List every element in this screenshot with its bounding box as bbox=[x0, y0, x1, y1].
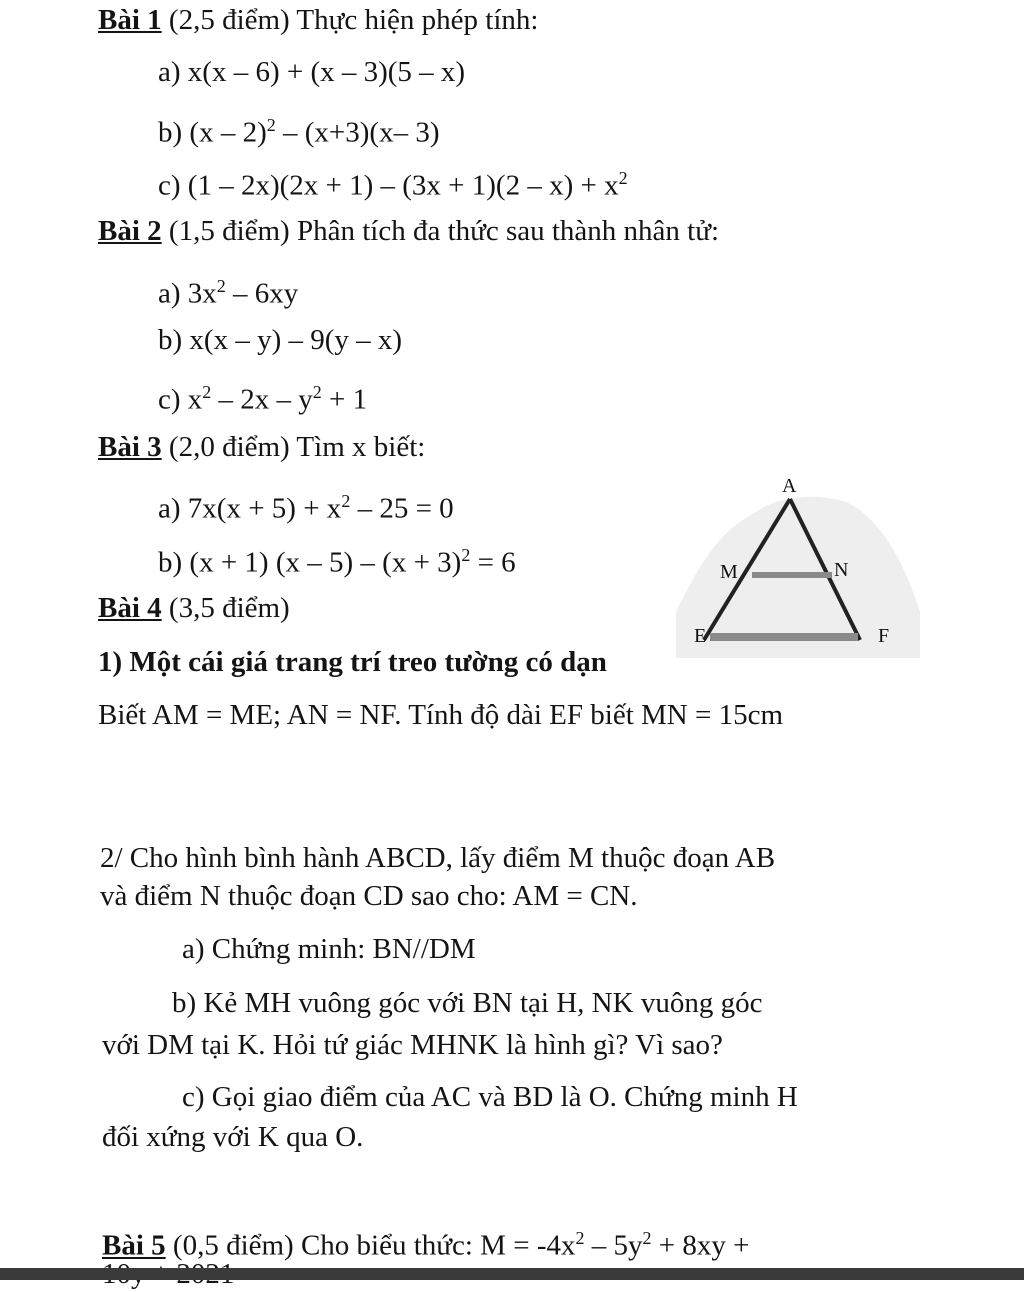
expression-part: (x + 1) (x – 5) – (x + 3) bbox=[189, 546, 462, 579]
item-prefix: b) bbox=[158, 546, 190, 579]
b2-item-a bbox=[158, 268, 298, 312]
exponent: 2 bbox=[461, 545, 471, 565]
expression-part: – 6xy bbox=[225, 277, 299, 310]
b1-item-a bbox=[158, 54, 465, 90]
b4-part2-b-line2: với DM tại K. Hỏi tứ giác MHNK là hình gì? Vì sao? bbox=[102, 1029, 723, 1061]
b5-text: (0,5 điểm) Cho biểu thức: M = -4x bbox=[165, 1229, 576, 1262]
expression-part: + 8xy + bbox=[651, 1229, 750, 1262]
b3-item-b bbox=[158, 537, 516, 581]
b3-item-a bbox=[158, 483, 454, 527]
b3-heading-text: (2,0 điểm) Tìm x biết: bbox=[161, 431, 426, 463]
b1-heading bbox=[98, 2, 538, 38]
label-n: N bbox=[834, 559, 849, 581]
expression-part: 3x bbox=[187, 277, 217, 310]
expression-part: – (x+3)(x– 3) bbox=[275, 116, 440, 149]
label-a: A bbox=[782, 475, 797, 497]
expression: x(x – 6) + (x – 3)(5 – x) bbox=[187, 56, 466, 88]
exponent: 2 bbox=[266, 115, 276, 135]
exponent: 2 bbox=[202, 382, 212, 402]
label-e: E bbox=[694, 625, 707, 647]
item-prefix: b) bbox=[158, 116, 190, 149]
b2-title: Bài 2 bbox=[98, 215, 162, 247]
expression-part: x bbox=[187, 383, 203, 416]
b4-part2-line1: 2/ Cho hình bình hành ABCD, lấy điểm M thuộc đoạn AB bbox=[100, 842, 776, 874]
b4-title: Bài 4 bbox=[98, 592, 162, 624]
b2-item-c bbox=[158, 374, 367, 418]
b2-heading bbox=[98, 213, 719, 249]
shelf-ef bbox=[710, 633, 858, 641]
b2-item-b bbox=[158, 322, 402, 358]
b1-title: Bài 1 bbox=[98, 4, 162, 36]
label-f: F bbox=[878, 625, 890, 647]
label-m: M bbox=[720, 561, 738, 583]
bottom-edge bbox=[0, 1268, 1024, 1280]
b5-title: Bài 5 bbox=[102, 1229, 166, 1262]
b4-part2-line2: và điểm N thuộc đoạn CD sao cho: AM = CN. bbox=[100, 880, 638, 912]
item-prefix: b) bbox=[158, 324, 190, 356]
expression-part: – 25 = 0 bbox=[350, 492, 454, 525]
b4-heading bbox=[98, 590, 290, 626]
expression-part: – 5y bbox=[584, 1229, 643, 1262]
b1-heading-text: (2,5 điểm) Thực hiện phép tính: bbox=[161, 4, 539, 36]
expression-part: (1 – 2x)(2x + 1) – (3x + 1)(2 – x) + x bbox=[187, 169, 619, 202]
b1-item-b bbox=[158, 107, 439, 151]
expression-part: + 1 bbox=[321, 383, 368, 416]
item-prefix: a) bbox=[158, 56, 188, 88]
expression: x(x – y) – 9(y – x) bbox=[189, 324, 403, 356]
item-prefix: a) bbox=[158, 277, 188, 310]
b4-part2-b-line1: b) Kẻ MH vuông góc với BN tại H, NK vuông góc bbox=[172, 987, 763, 1019]
b4-part2-a: a) Chứng minh: BN//DM bbox=[182, 933, 476, 965]
item-prefix: a) bbox=[158, 492, 188, 525]
item-prefix: c) bbox=[158, 383, 188, 416]
b4-part1-line2: Biết AM = ME; AN = NF. Tính độ dài EF biết MN = 15cm bbox=[98, 699, 784, 731]
b2-heading-text: (1,5 điểm) Phân tích đa thức sau thành nhân tử: bbox=[161, 215, 719, 247]
b4-part1-line1: 1) Một cái giá trang trí treo tường có dạn bbox=[98, 646, 607, 678]
expression-part: (x – 2) bbox=[189, 116, 267, 149]
exponent: 2 bbox=[642, 1228, 652, 1248]
exponent: 2 bbox=[216, 276, 226, 296]
b1-item-c bbox=[158, 160, 628, 204]
exponent: 2 bbox=[312, 382, 322, 402]
item-prefix: c) bbox=[158, 169, 188, 202]
b3-heading bbox=[98, 429, 425, 465]
expression-part: – 2x – y bbox=[211, 383, 313, 416]
expression-part: = 6 bbox=[470, 546, 516, 579]
shelf-figure bbox=[676, 472, 920, 658]
expression-part: 7x(x + 5) + x bbox=[187, 492, 342, 525]
exponent: 2 bbox=[618, 168, 628, 188]
b4-heading-text: (3,5 điểm) bbox=[161, 592, 290, 624]
b4-part2-c-line1: c) Gọi giao điểm của AC và BD là O. Chứng minh H bbox=[182, 1081, 798, 1113]
b4-part2-c-line2: đối xứng với K qua O. bbox=[102, 1121, 364, 1153]
triangle-shelf-diagram bbox=[676, 472, 920, 658]
exponent: 2 bbox=[341, 491, 351, 511]
shelf-mn bbox=[752, 572, 832, 578]
b3-title: Bài 3 bbox=[98, 431, 162, 463]
exponent: 2 bbox=[575, 1228, 585, 1248]
